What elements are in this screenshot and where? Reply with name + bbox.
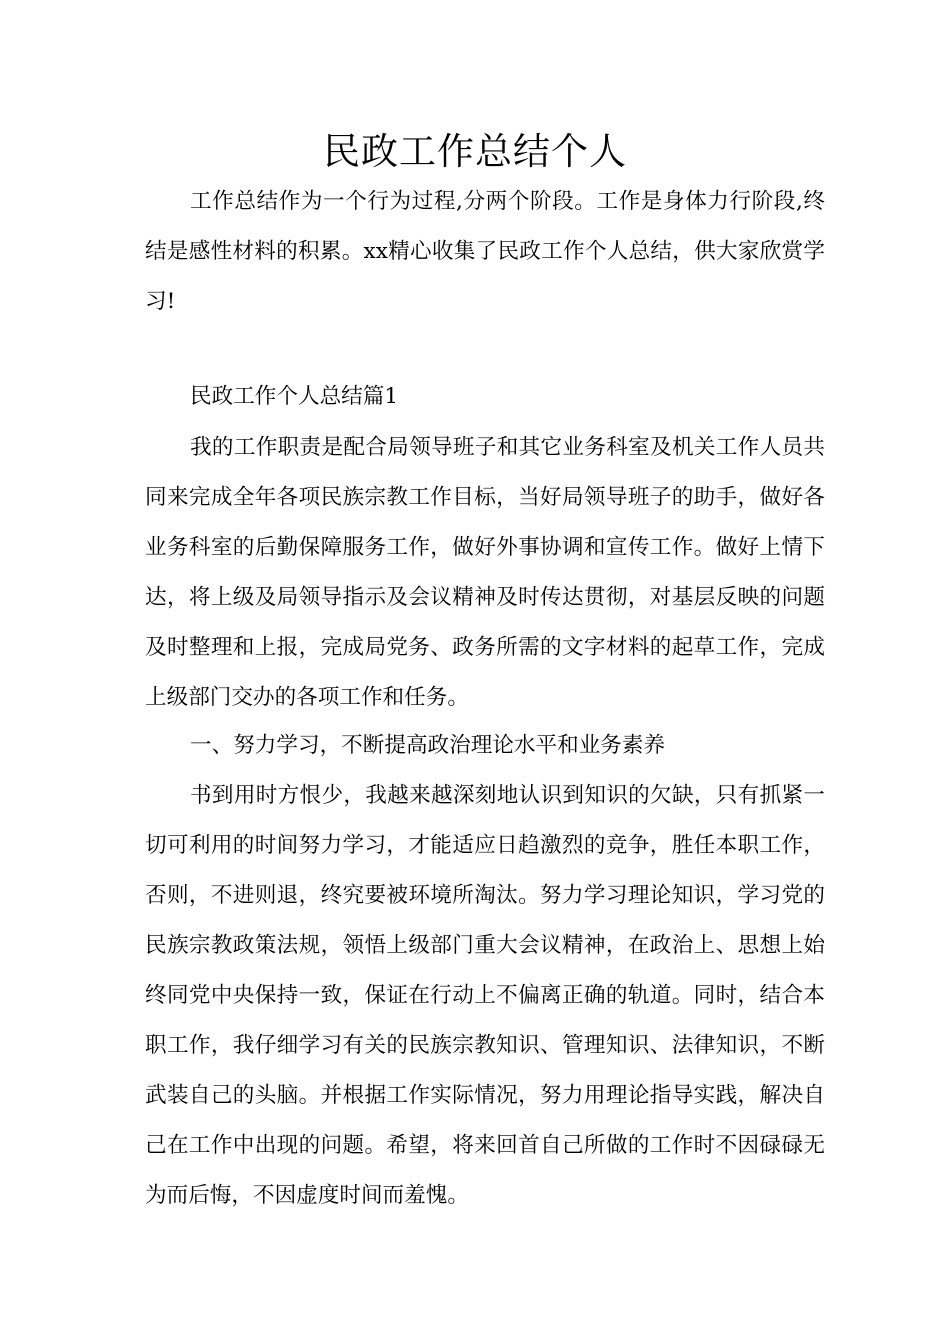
job-duties-paragraph: 我的工作职责是配合局领导班子和其它业务科室及机关工作人员共同来完成全年各项民族宗教工作目标，当好局领导班子的助手，做好各业务科室的后勤保障服务工作，做好外事协调和宣传工作。做好上情下达，将上级及局领导指示及会议精神及时传达贯彻，对基层反映的问题及时整理和上报，完成局党务、政务所需的文字材料的起草工作，完成上级部门交办的各项工作和任务。 [145, 435, 825, 710]
section-heading-part-1: 民政工作个人总结篇1 [190, 384, 399, 409]
section-heading-study: 一、努力学习，不断提高政治理论水平和业务素养 [190, 733, 666, 758]
document-title: 民政工作总结个人 [323, 130, 627, 173]
study-paragraph: 书到用时方恨少，我越来越深刻地认识到知识的欠缺，只有抓紧一切可利用的时间努力学习，才能适应日趋激烈的竞争，胜任本职工作，否则，不进则退，终究要被环境所淘汰。努力学习理论知识，学习党的民族宗教政策法规，领悟上级部门重大会议精神，在政治上、思想上始终同党中央保持一致，保证在行动上不偏离正确的轨道。同时，结合本职工作，我仔细学习有关的民族宗教知识、管理知识、法律知识，不断武装自己的头脑。并根据工作实际情况，努力用理论指导实践，解决自己在工作中出现的问题。希望，将来回首自己所做的工作时不因碌碌无为而后悔，不因虚度时间而羞愧。 [145, 783, 825, 1208]
intro-paragraph: 工作总结作为一个行为过程,分两个阶段。工作是身体力行阶段,终结是感性材料的积累。xx精心收集了民政工作个人总结，供大家欣赏学习! [145, 189, 825, 314]
